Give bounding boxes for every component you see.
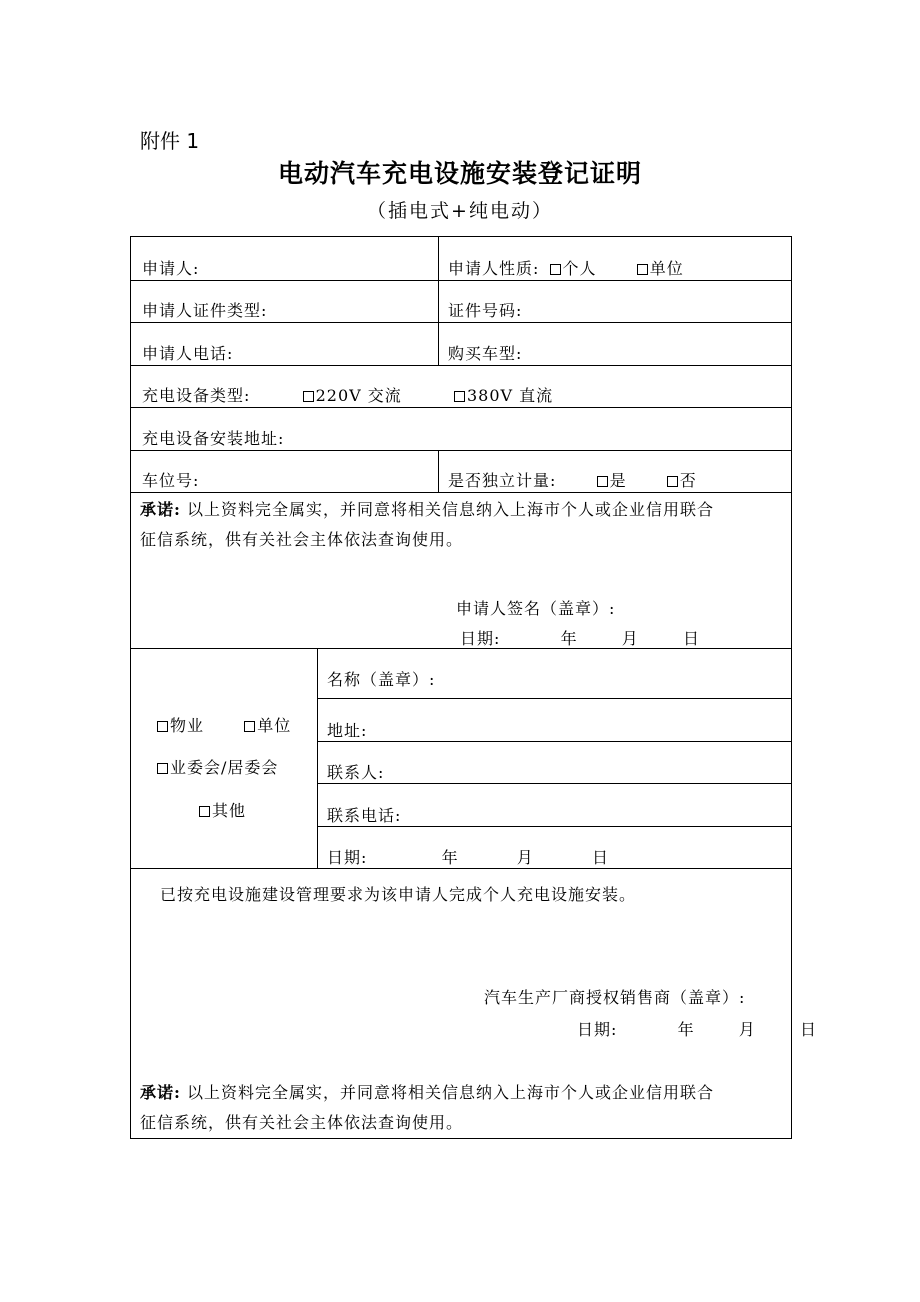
applicant-signature-field[interactable]: 申请人签名（盖章）: bbox=[456, 599, 616, 618]
date-label: 日期: bbox=[327, 848, 368, 867]
column-divider bbox=[438, 237, 439, 322]
row-divider bbox=[131, 868, 791, 869]
row-divider bbox=[131, 365, 791, 366]
checkbox-no-label: 否 bbox=[679, 471, 697, 490]
checkbox-organization[interactable] bbox=[637, 259, 684, 278]
checkbox-380v-label: 380V 直流 bbox=[466, 386, 554, 405]
registration-form bbox=[130, 236, 818, 1139]
parking-space-field[interactable]: 车位号: bbox=[142, 471, 200, 490]
attachment-label: 附件 1 bbox=[140, 129, 200, 153]
applicant-phone-field[interactable]: 申请人电话: bbox=[142, 344, 234, 363]
document-title: 电动汽车充电设施安装登记证明 bbox=[277, 159, 642, 188]
vehicle-model-field[interactable]: 购买车型: bbox=[448, 344, 523, 363]
checkbox-no[interactable] bbox=[667, 471, 697, 490]
checkbox-yes-label: 是 bbox=[609, 471, 627, 490]
checkbox-220v-ac[interactable] bbox=[303, 386, 402, 405]
applicant-pledge bbox=[140, 495, 790, 555]
checkbox-box[interactable] bbox=[244, 721, 255, 732]
dealer-statement: 已按充电设施建设管理要求为该申请人完成个人充电设施安装。 bbox=[160, 885, 637, 904]
checkbox-220v-label: 220V 交流 bbox=[315, 386, 402, 405]
pledge-line-1: 以上资料完全属实，并同意将相关信息纳入上海市个人或企业信用联合 bbox=[187, 500, 715, 519]
applicant-id-type-field[interactable]: 申请人证件类型: bbox=[142, 301, 268, 320]
month-label: 月 bbox=[516, 848, 534, 867]
equipment-type-label: 充电设备类型: bbox=[142, 386, 251, 405]
row-divider bbox=[317, 826, 791, 827]
month-label: 月 bbox=[738, 1020, 756, 1039]
day-label: 日 bbox=[800, 1020, 818, 1039]
checkbox-unit-label: 单位 bbox=[257, 716, 292, 735]
row-divider bbox=[131, 322, 791, 323]
unit-type-row-1 bbox=[157, 713, 291, 736]
day-label: 日 bbox=[592, 848, 610, 867]
row-divider bbox=[317, 741, 791, 742]
independent-meter-field bbox=[448, 468, 697, 491]
unit-address-field[interactable]: 地址: bbox=[327, 721, 368, 740]
checkbox-property[interactable] bbox=[157, 716, 204, 735]
column-divider bbox=[438, 450, 439, 492]
year-label: 年 bbox=[441, 848, 459, 867]
checkbox-box[interactable] bbox=[597, 476, 608, 487]
dealer-pledge bbox=[140, 1078, 790, 1138]
checkbox-individual[interactable] bbox=[550, 259, 597, 278]
checkbox-box[interactable] bbox=[667, 476, 678, 487]
date-label: 日期: bbox=[460, 629, 501, 648]
checkbox-property-label: 物业 bbox=[170, 716, 205, 735]
day-label: 日 bbox=[683, 629, 701, 648]
checkbox-organization-label: 单位 bbox=[649, 259, 684, 278]
checkbox-box[interactable] bbox=[157, 763, 168, 774]
equipment-type-field bbox=[142, 383, 553, 406]
applicant-date-field[interactable] bbox=[460, 626, 700, 649]
pledge-line-2: 征信系统，供有关社会主体依法查询使用。 bbox=[140, 530, 464, 549]
row-divider bbox=[131, 450, 791, 451]
unit-date-field[interactable] bbox=[327, 845, 609, 868]
checkbox-box[interactable] bbox=[637, 264, 648, 275]
dealer-signature-field[interactable]: 汽车生产厂商授权销售商（盖章）: bbox=[484, 988, 746, 1007]
row-divider bbox=[317, 698, 791, 699]
checkbox-box[interactable] bbox=[454, 391, 465, 402]
unit-phone-field[interactable]: 联系电话: bbox=[327, 806, 402, 825]
month-label: 月 bbox=[621, 629, 639, 648]
checkbox-other-label: 其他 bbox=[212, 801, 247, 820]
checkbox-380v-dc[interactable] bbox=[454, 386, 553, 405]
checkbox-box[interactable] bbox=[199, 806, 210, 817]
install-address-field[interactable]: 充电设备安装地址: bbox=[142, 429, 285, 448]
document-subtitle: （插电式+纯电动） bbox=[367, 200, 553, 222]
checkbox-box[interactable] bbox=[550, 264, 561, 275]
checkbox-committee[interactable] bbox=[157, 755, 278, 778]
row-divider bbox=[131, 492, 791, 493]
unit-contact-field[interactable]: 联系人: bbox=[327, 763, 385, 782]
checkbox-other[interactable] bbox=[199, 798, 246, 821]
column-divider bbox=[438, 322, 439, 365]
pledge-heading: 承诺: bbox=[140, 1083, 181, 1102]
year-label: 年 bbox=[677, 1020, 695, 1039]
year-label: 年 bbox=[560, 629, 578, 648]
row-divider bbox=[131, 280, 791, 281]
checkbox-yes[interactable] bbox=[597, 471, 627, 490]
applicant-nature-field bbox=[448, 256, 684, 279]
unit-name-field[interactable]: 名称（盖章）: bbox=[327, 670, 436, 689]
pledge-line-1: 以上资料完全属实，并同意将相关信息纳入上海市个人或企业信用联合 bbox=[187, 1083, 715, 1102]
applicant-name-field[interactable]: 申请人: bbox=[142, 259, 200, 278]
date-label: 日期: bbox=[577, 1020, 618, 1039]
checkbox-committee-label: 业委会/居委会 bbox=[170, 758, 279, 777]
checkbox-box[interactable] bbox=[303, 391, 314, 402]
row-divider bbox=[317, 783, 791, 784]
independent-meter-label: 是否独立计量: bbox=[448, 471, 557, 490]
applicant-nature-label: 申请人性质: bbox=[448, 259, 540, 278]
id-number-field[interactable]: 证件号码: bbox=[448, 301, 523, 320]
checkbox-box[interactable] bbox=[157, 721, 168, 732]
pledge-heading: 承诺: bbox=[140, 500, 181, 519]
pledge-line-2: 征信系统，供有关社会主体依法查询使用。 bbox=[140, 1113, 464, 1132]
dealer-date-field[interactable] bbox=[577, 1017, 817, 1040]
row-divider bbox=[131, 407, 791, 408]
checkbox-individual-label: 个人 bbox=[562, 259, 597, 278]
column-divider bbox=[317, 648, 318, 868]
checkbox-unit[interactable] bbox=[244, 716, 291, 735]
